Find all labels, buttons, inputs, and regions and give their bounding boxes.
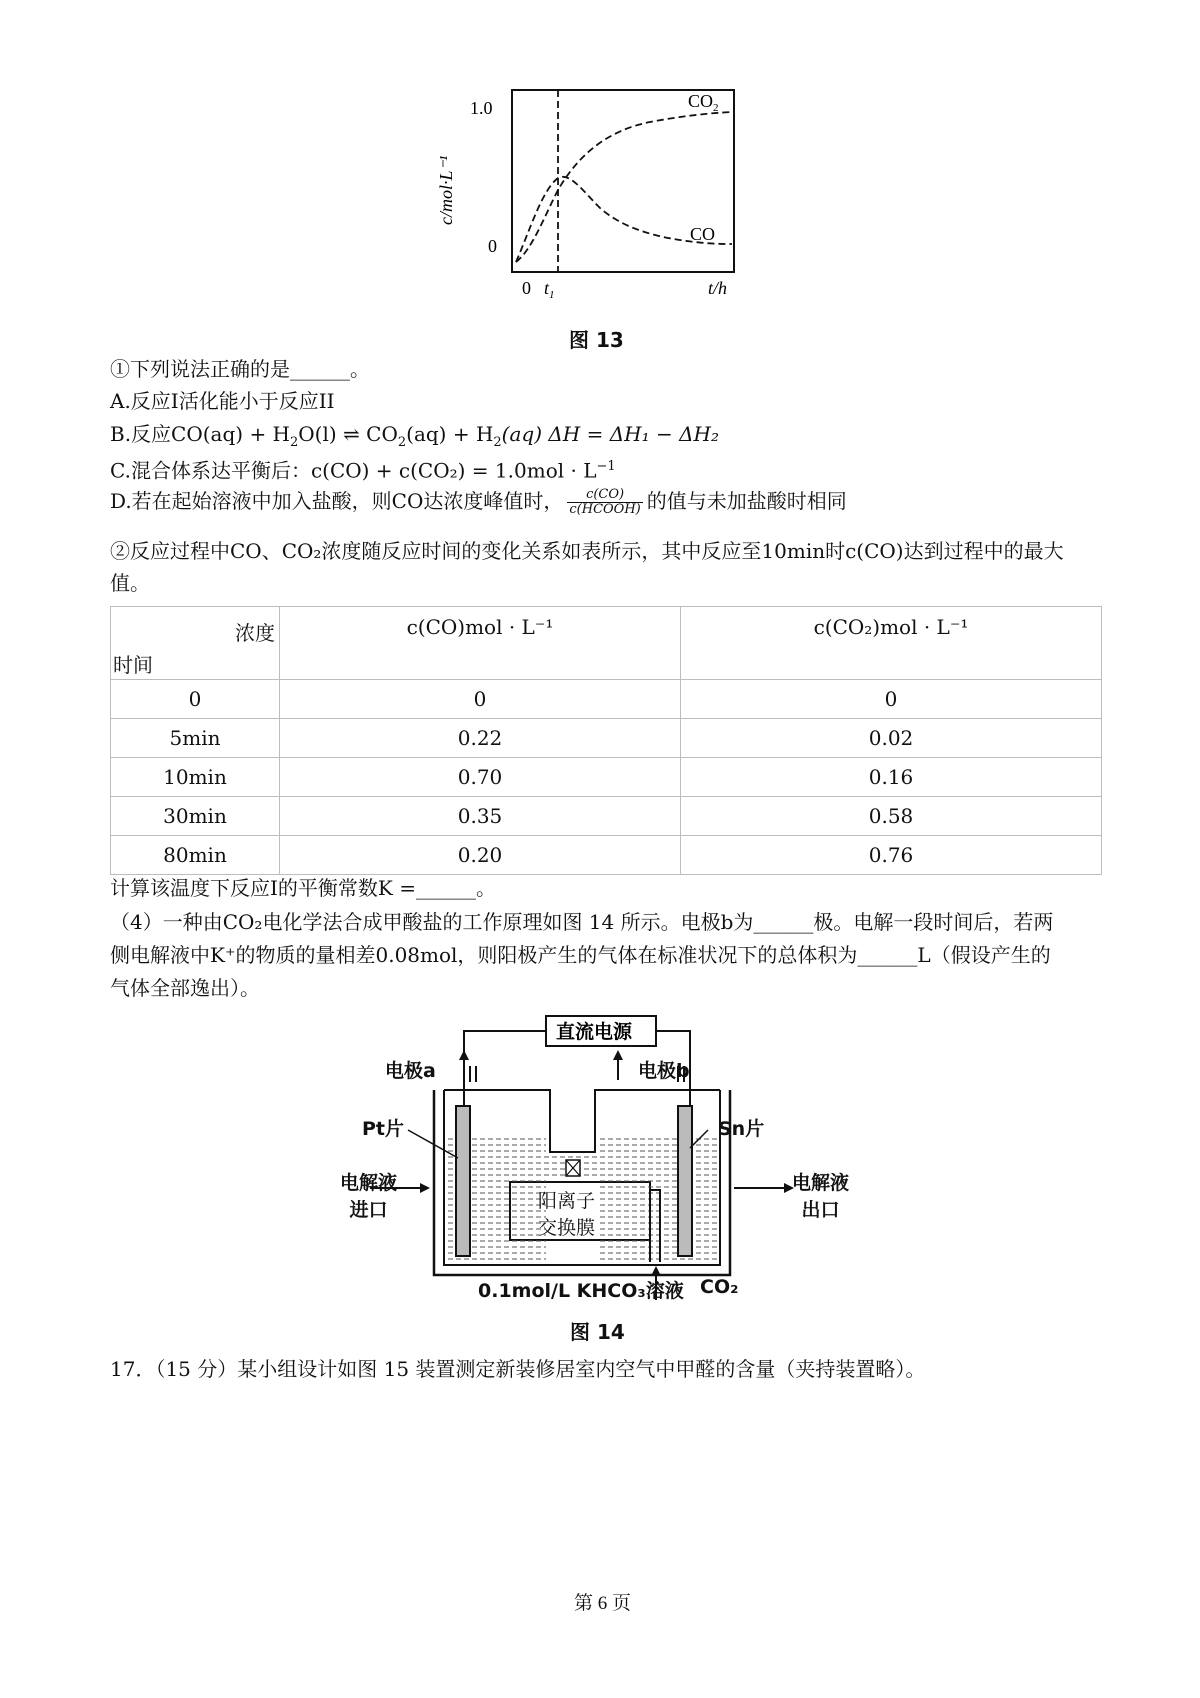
figure-14-caption: 图 14 — [570, 1320, 625, 1344]
table-row — [111, 680, 1102, 719]
y-tick-top: 1.0 — [470, 98, 493, 118]
cell-time: 30min — [111, 797, 280, 836]
corner-label-concentration: 浓度 — [235, 621, 275, 645]
question-4-line-1: （4）一种由CO₂电化学法合成甲酸盐的工作原理如图 14 所示。电极b为______极。电解一段时间后，若两 — [110, 910, 1054, 934]
cell-co: 0.20 — [280, 836, 681, 875]
cell-co: 0.70 — [280, 758, 681, 797]
y-tick-zero: 0 — [488, 236, 497, 256]
table-row — [111, 719, 1102, 758]
cell-time: 0 — [111, 680, 280, 719]
table-header-row — [111, 607, 1102, 680]
question-2-line-1: ②反应过程中CO、CO₂浓度随反应时间的变化关系如表所示，其中反应至10min时c(CO)达到过程中的最大 — [110, 539, 1064, 563]
fraction: $\frac{c(CO)}{\text{c(HCOOH)}}$ — [569, 487, 641, 517]
cell-time: 5min — [111, 719, 280, 758]
sn-label: Sn片 — [718, 1118, 765, 1140]
cell-co: 0 — [280, 680, 681, 719]
concentration-table — [110, 606, 1102, 875]
figure-14-apparatus — [360, 1010, 860, 1300]
question-2-line-2: 值。 — [110, 571, 150, 595]
option-d: D.若在起始溶液中加入盐酸，则CO达浓度峰值时， $\frac{c(CO)}{\text{c(HCOOH)}}$ 的值与未加盐酸时相同 — [110, 487, 847, 517]
pt-electrode — [456, 1106, 470, 1256]
series-co-label: CO — [690, 224, 716, 244]
membrane-label: 阳离子 交换膜 — [538, 1190, 596, 1239]
cell-co2: 0.16 — [681, 758, 1102, 797]
electrode-b-label: 电极b — [638, 1060, 690, 1082]
chart-frame — [512, 90, 734, 272]
co2-label: CO₂ — [700, 1276, 739, 1298]
option-c: C.混合体系达平衡后：$c(CO) + c(CO_2) = 1.0mol \cdot L^{-1}$ — [110, 458, 616, 483]
corner-label-time: 时间 — [113, 653, 153, 677]
cell-co2: 0.02 — [681, 719, 1102, 758]
figure-13-caption: 图 13 — [569, 328, 624, 352]
cell-co2: 0 — [681, 680, 1102, 719]
question-17-line: 17．（15 分）某小组设计如图 15 装置测定新装修居室内空气中甲醛的含量（夹持装置略）。 — [110, 1357, 926, 1381]
table-row — [111, 836, 1102, 875]
option-a: A.反应I活化能小于反应II — [110, 389, 335, 413]
x-tick-t1: $t_1$ — [544, 278, 555, 301]
cell-co2: 0.58 — [681, 797, 1102, 836]
cell-co: 0.22 — [280, 719, 681, 758]
col-header-co: c(CO)mol · L⁻¹ — [280, 607, 681, 680]
option-b: B.反应$CO(aq) + H_2O(l)$ ⇌ $CO_2(aq) + H_2(aq) \Delta H = \Delta H_1 - \Delta H_2$ — [110, 422, 719, 450]
table-corner-cell — [111, 607, 280, 680]
table-row — [111, 797, 1102, 836]
series-co-curve — [516, 177, 732, 262]
power-supply-label: 直流电源 — [556, 1021, 633, 1043]
page-number: 第 6 页 — [574, 1593, 632, 1614]
outlet-label: 电解液 出口 — [792, 1172, 850, 1221]
question-1-prompt: ①下列说法正确的是______。 — [110, 357, 370, 381]
question-4-line-3: 气体全部逸出）。 — [110, 976, 260, 1000]
solution-label: 0.1mol/L KHCO₃溶液 — [478, 1280, 684, 1302]
x-axis-label: t/h — [708, 278, 728, 298]
cell-co: 0.35 — [280, 797, 681, 836]
figure-13-chart — [420, 80, 780, 320]
series-co2-label: $CO_2$ — [688, 91, 719, 114]
cell-co2: 0.76 — [681, 836, 1102, 875]
cell-time: 10min — [111, 758, 280, 797]
cell-time: 80min — [111, 836, 280, 875]
y-axis-label: c/mol·L⁻¹ — [436, 155, 456, 225]
x-tick-zero: 0 — [522, 278, 531, 298]
sn-electrode — [678, 1106, 692, 1256]
pt-label: Pt片 — [362, 1118, 405, 1140]
question-4-line-2: 侧电解液中K⁺的物质的量相差0.08mol，则阳极产生的气体在标准状况下的总体积为______L（假设产生的 — [110, 943, 1051, 967]
question-3-line: 计算该温度下反应I的平衡常数K =______。 — [110, 876, 496, 900]
inlet-label: 电解液 进口 — [340, 1172, 398, 1221]
electrode-a-label: 电极a — [385, 1060, 436, 1082]
table-row — [111, 758, 1102, 797]
col-header-co2: c(CO₂)mol · L⁻¹ — [681, 607, 1102, 680]
